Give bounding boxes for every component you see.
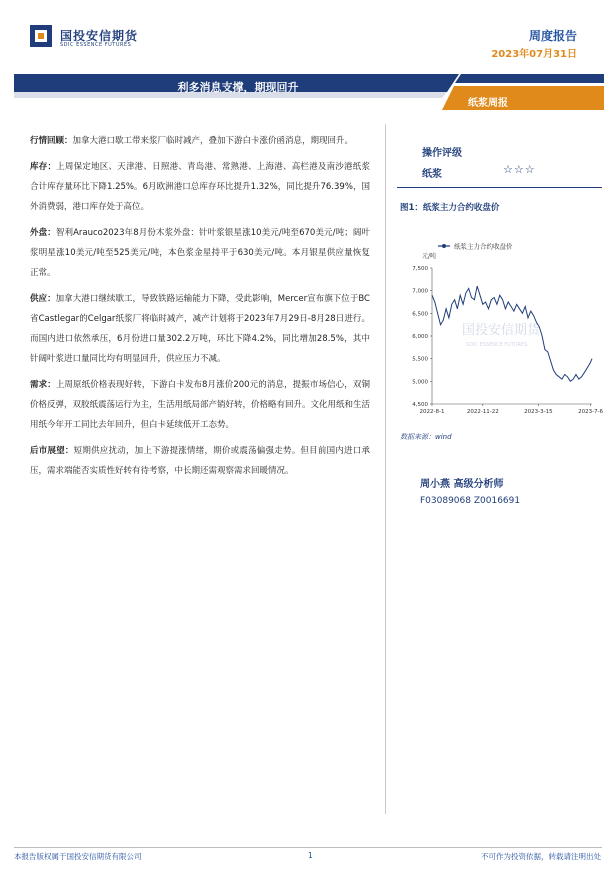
footer-copyright: 本报告版权属于国投安信期货有限公司 xyxy=(14,852,142,861)
x-tick-label: 2023-7-6 xyxy=(578,409,604,415)
legend-marker xyxy=(442,244,446,248)
paragraph-text: 智利Arauco2023年8月份木浆外盘：针叶浆银星涨10美元/吨至670美元/吨；阔叶浆明星涨10美元/吨至525美元/吨，本色浆金星持平于630美元/吨。本月银星供应量恢复正常。 xyxy=(30,228,370,278)
report-body xyxy=(30,131,370,487)
paragraph-label: 供应： xyxy=(30,294,56,304)
paragraph-label: 行情回顾： xyxy=(30,136,73,146)
paragraph-external-price xyxy=(30,223,370,283)
y-tick-label: 4,500 xyxy=(412,402,428,408)
column-divider xyxy=(385,124,386,814)
paragraph-text: 上周保定地区、天津港、日照港、青岛港、常熟港、上海港、高栏港及南沙港纸浆合计库存量环比下降1.25%。6月欧洲港口总库存环比提升1.32%，同比提升76.39%，国外消费弱，港口库存处于高位。 xyxy=(30,162,370,212)
analyst-name: 周小燕 高级分析师 xyxy=(420,479,504,490)
paragraph-supply xyxy=(30,289,370,369)
company-logo xyxy=(30,25,140,51)
x-tick-label: 2022-11-22 xyxy=(466,409,499,415)
x-tick-label: 2023-3-15 xyxy=(524,409,553,415)
paragraph-label: 库存： xyxy=(30,162,57,172)
page-number: 1 xyxy=(308,851,313,860)
y-tick-label: 6,500 xyxy=(412,311,428,318)
chart-watermark-cn: 国投安信期货 xyxy=(462,323,541,338)
price-line-chart xyxy=(400,224,604,424)
paragraph-text: 加拿大港口继续歇工，导致铁路运输能力下降，受此影响，Mercer宣布旗下位于BC省Castlegar的Celgar纸浆厂将临时减产，减产计划将于2023年7月29日-8月28日进行。而国内进口依然承压，6月份进口量302.2万吨，环比下降4.2%，同比增加28.5%，其中针阔叶浆进口量同比均有明显回升，供应压力不减。 xyxy=(30,294,370,364)
rating-stars-icon: ☆☆☆ xyxy=(503,163,536,176)
page-title: 利多消息支撑，期现回升 xyxy=(177,81,299,94)
rating-divider xyxy=(397,187,602,188)
x-tick-label: 2022-8-1 xyxy=(419,409,445,415)
paragraph-outlook xyxy=(30,441,370,481)
logo-mark-icon xyxy=(30,25,52,47)
logo-text-en: SDIC ESSENCE FUTURES xyxy=(60,42,132,48)
report-date: 2023年07月31日 xyxy=(491,49,577,60)
paragraph-text: 短期供应扰动，加上下游提涨情绪，期价或震荡偏强走势。但目前国内进口承压，需求端能否实质性好转有待考察，中长期还需观察需求回暖情况。 xyxy=(30,446,370,476)
rating-product: 纸浆 xyxy=(422,169,442,180)
analyst-license-ids: F03089068 Z0016691 xyxy=(420,496,521,506)
footer-disclaimer: 不可作为投资依据，转载请注明出处 xyxy=(481,852,601,861)
report-tag: 纸浆周报 xyxy=(468,98,508,109)
paragraph-market-review xyxy=(30,131,370,151)
paragraph-text: 上周原纸价格表现好转，下游白卡发布8月涨价200元的消息，提振市场信心，双铜价格反弹，双胶纸震荡运行为主，生活用纸局部产销好转，价格略有回升。文化用纸和生活用纸今年开工同比去年回升，但白卡延续低开工态势。 xyxy=(30,380,371,430)
paragraph-inventory xyxy=(30,157,370,217)
paragraph-label: 后市展望： xyxy=(30,446,74,456)
figure-caption: 图1：纸浆主力合约收盘价 xyxy=(400,203,500,213)
rating-title: 操作评级 xyxy=(422,148,462,159)
y-tick-label: 5,500 xyxy=(412,356,428,363)
y-tick-label: 7,000 xyxy=(412,288,428,295)
footer-divider xyxy=(14,847,602,848)
y-tick-label: 5,000 xyxy=(412,379,428,386)
chart-watermark-en: SDIC ESSENCE FUTURES xyxy=(466,342,528,348)
paragraph-text: 加拿大港口歇工带来浆厂临时减产，叠加下游白卡涨价函消息，期现回升。 xyxy=(72,136,354,146)
paragraph-label: 外盘： xyxy=(30,228,56,238)
y-tick-label: 6,000 xyxy=(412,334,428,340)
paragraph-demand xyxy=(30,375,370,435)
report-type: 周度报告 xyxy=(528,29,577,43)
y-axis-unit-label: 元/吨 xyxy=(422,253,437,260)
data-source: 数据来源：wind xyxy=(400,433,452,441)
logo-text-cn: 国投安信期货 xyxy=(60,29,139,43)
y-tick-label: 7,500 xyxy=(412,266,428,272)
paragraph-label: 需求： xyxy=(30,380,56,390)
legend-label: 纸浆主力合约收盘价 xyxy=(454,242,513,251)
